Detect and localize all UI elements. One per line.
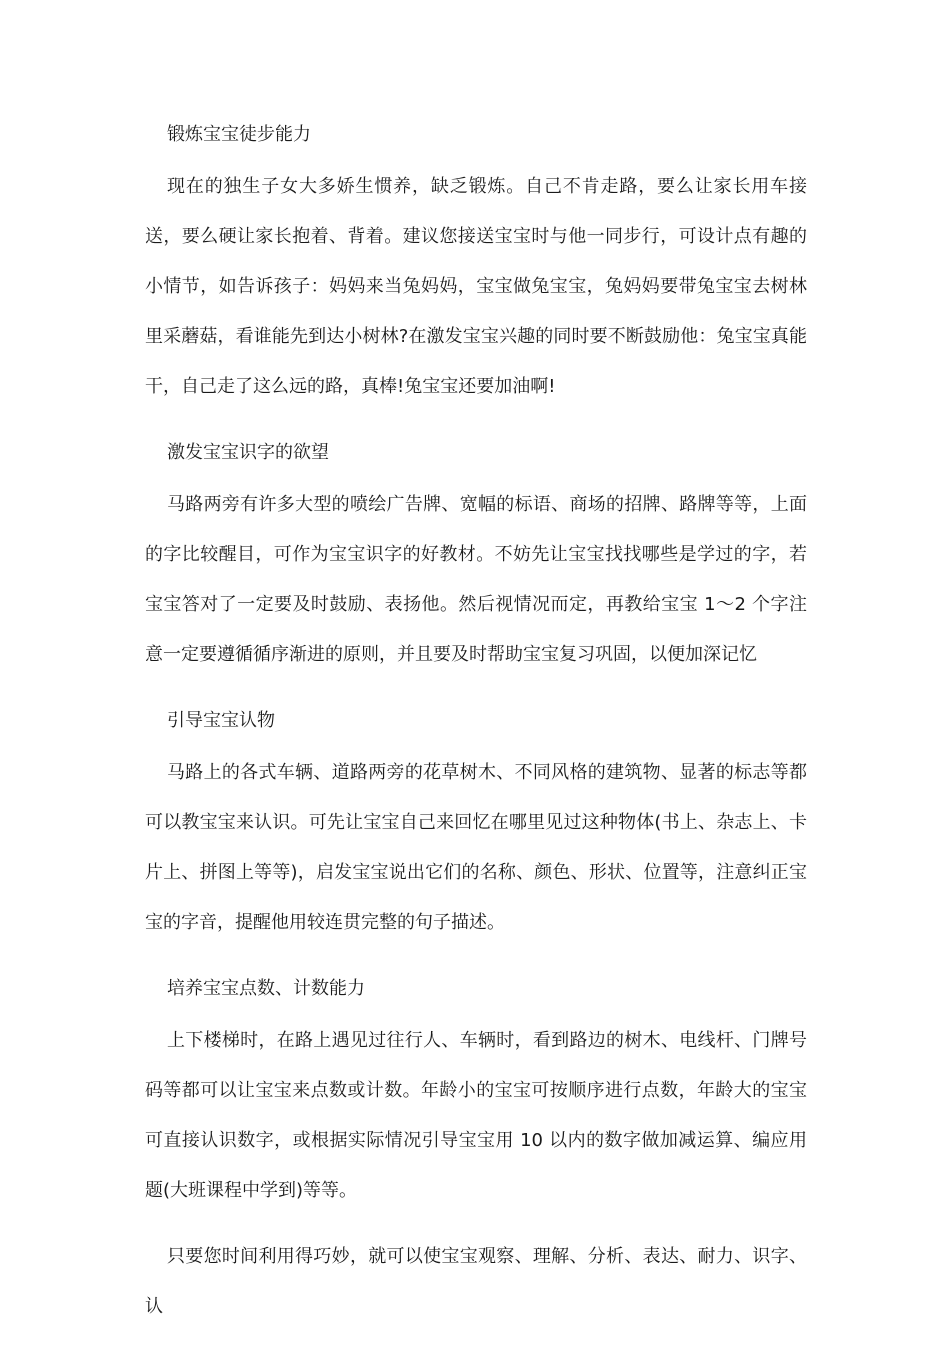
- section-paragraph-counting: 上下楼梯时，在路上遇见过往行人、车辆时，看到路边的树木、电线杆、门牌号码等都可以让宝宝来点数或计数。年龄小的宝宝可按顺序进行点数，年龄大的宝宝可直接认识数字，或根据实际情况引导宝宝用 10 以内的数字做加减运算、编应用题(大班课程中学到)等等。: [145, 1030, 807, 1201]
- section-paragraph-objects: 马路上的各式车辆、道路两旁的花草树木、不同风格的建筑物、显著的标志等都可以教宝宝来认识。可先让宝宝自己来回忆在哪里见过这种物体(书上、杂志上、卡片上、拼图上等等)，启发宝宝说出它们的名称、颜色、形状、位置等，注意纠正宝宝的字音，提醒他用较连贯完整的句子描述。: [145, 762, 807, 933]
- section-paragraph-walking: 现在的独生子女大多娇生惯养，缺乏锻炼。自己不肯走路，要么让家长用车接送，要么硬让家长抱着、背着。建议您接送宝宝时与他一同步行，可设计点有趣的小情节，如告诉孩子：妈妈来当兔妈妈，宝宝做兔宝宝，兔妈妈要带兔宝宝去树林里采蘑菇，看谁能先到达小树林?在激发宝宝兴趣的同时要不断鼓励他：兔宝宝真能干，自己走了这么远的路，真棒!兔宝宝还要加油啊!: [145, 176, 807, 397]
- section-heading-counting: 培养宝宝点数、计数能力: [167, 978, 365, 999]
- section-heading-literacy: 激发宝宝识字的欲望: [167, 442, 329, 463]
- section-heading-walking: 锻炼宝宝徒步能力: [167, 124, 311, 145]
- section-paragraph-literacy: 马路两旁有许多大型的喷绘广告牌、宽幅的标语、商场的招牌、路牌等等，上面的字比较醒目，可作为宝宝识字的好教材。不妨先让宝宝找找哪些是学过的字，若宝宝答对了一定要及时鼓励、表扬他。然后视情况而定，再教给宝宝 1～2 个字注意一定要遵循循序渐进的原则，并且要及时帮助宝宝复习巩固，以便加深记忆: [145, 494, 807, 665]
- closing-paragraph: 只要您时间利用得巧妙，就可以使宝宝观察、理解、分析、表达、耐力、识字、认: [145, 1246, 807, 1317]
- section-heading-objects: 引导宝宝认物: [167, 710, 275, 731]
- document-page: [145, 124, 807, 1362]
